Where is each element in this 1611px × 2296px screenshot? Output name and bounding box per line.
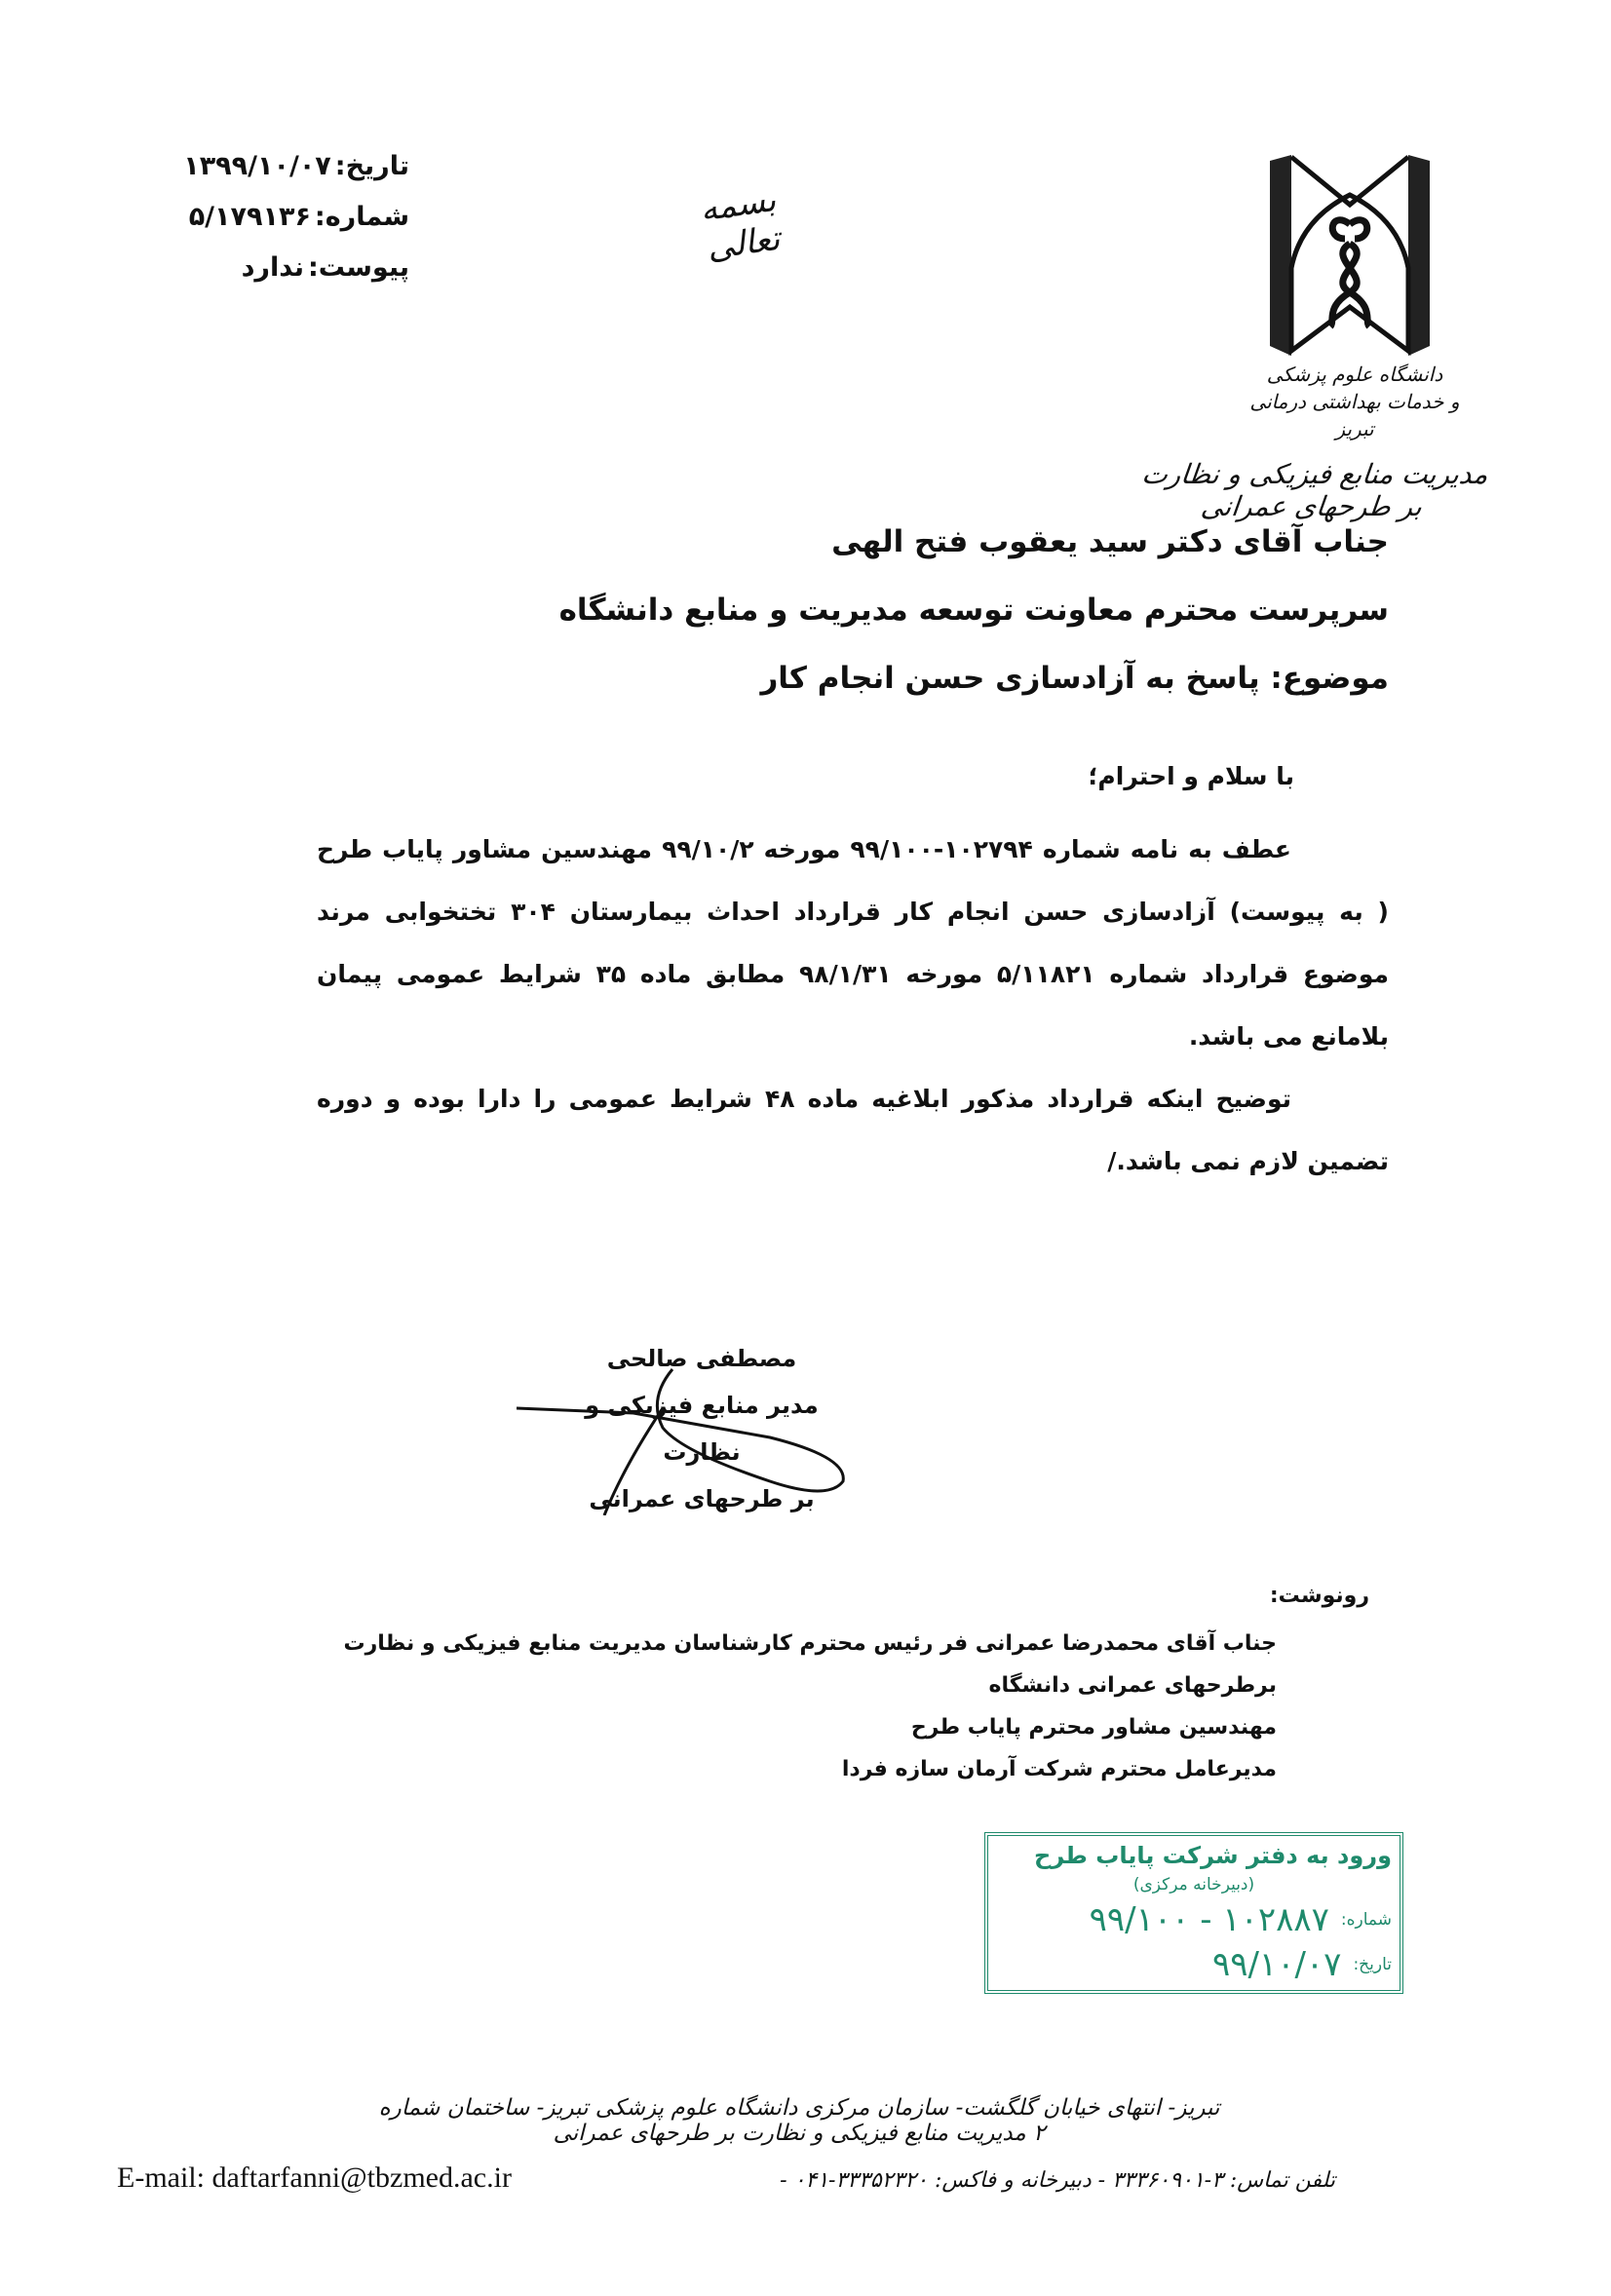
date-label: تاریخ: (334, 151, 409, 181)
stamp-subtitle: (دبیرخانه مرکزی) (1132, 1875, 1255, 1894)
handwritten-signature-icon (517, 1359, 867, 1515)
footer-email: E-mail: daftarfanni@tbzmed.ac.ir (117, 2162, 512, 2194)
logo-caption-line: دانشگاه علوم پزشکی (1266, 363, 1443, 386)
signer-title: مدیر منابع فیزیکی و نظارت (585, 1392, 819, 1466)
recipient-position: سرپرست محترم معاونت توسعه مدیریت و منابع دانشگاه (558, 593, 1389, 628)
cc-list (302, 1623, 1277, 1790)
greeting: با سلام و احترام؛ (1088, 762, 1294, 790)
signer-title: بر طرحهای عمرانی (589, 1485, 815, 1512)
body-paragraph: عطف به نامه شماره ۱۰۲۷۹۴-۹۹/۱۰۰ مورخه ۹۹/۱۰/۲ مهندسین مشاور پایاب طرح ( به پیوست) آزادسازی حسن انجام کار قرارداد احداث بیمارستان ۳۰۴ تختخوابی مرند موضوع قرارداد شماره ۵/۱۱۸۲۱ مورخه ۹۸/۱/۳۱ مطابق ماده ۳۵ شرایط عمومی پیمان بلامانع می باشد. (317, 835, 1389, 1051)
attachment-row (195, 243, 409, 293)
basmala-heading: بسمه تعالی (697, 179, 783, 268)
letter-body (317, 819, 1389, 1193)
footer-contact (117, 2162, 1335, 2195)
body-paragraph: توضیح اینکه قرارداد مذکور ابلاغیه ماده ۴۸ شرایط عمومی را دارا بوده و دوره تضمین لازم نمی باشد./ (317, 1085, 1389, 1175)
stamp-date-label: تاریخ: (1353, 1955, 1392, 1974)
date-value: ۱۳۹۹/۱۰/۰۷ (183, 151, 331, 181)
logo-caption (1228, 361, 1481, 442)
number-label: شماره: (314, 202, 409, 232)
cc-label: رونوشت: (1269, 1584, 1369, 1608)
date-row (183, 141, 409, 192)
cc-item: جناب آقای محمدرضا عمرانی فر رئیس محترم کارشناسان مدیریت منابع فیزیکی و نظارت برطرحهای عمرانی دانشگاه (343, 1631, 1277, 1698)
number-row (188, 192, 409, 243)
letter-meta (183, 141, 409, 293)
stamp-date-value: ۹۹/۱۰/۰۷ (1211, 1945, 1342, 1984)
footer-address: تبریز- انتهای خیابان گلگشت- سازمان مرکزی دانشگاه علوم پزشکی تبریز- ساختمان شماره ۲ مدیریت منابع فیزیکی و نظارت بر طرحهای عمرانی (378, 2095, 1220, 2146)
number-value: ۵/۱۷۹۱۳۶ (188, 202, 311, 232)
cc-item: مهندسین مشاور محترم پایاب طرح (910, 1715, 1277, 1740)
cc-item: مدیرعامل محترم شرکت آرمان سازه فردا (841, 1757, 1277, 1781)
footer-phones: تلفن تماس: ۳-۳۳۳۶۰۹۰۱ - دبیرخانه و فاکس: ۳۳۳۵۲۳۲۰-۰۴۱ - (780, 2168, 1335, 2193)
signer-name: مصطفی صالحی (606, 1345, 797, 1372)
stamp-number-row (996, 1898, 1392, 1941)
stamp-title: ورود به دفتر شرکت پایاب طرح (1034, 1842, 1392, 1869)
stamp-number-label: شماره: (1340, 1910, 1392, 1930)
receipt-stamp (984, 1832, 1403, 1994)
recipient: جناب آقای دکتر سید یعقوب فتح الهی (831, 524, 1389, 559)
university-logo-icon (1262, 151, 1438, 361)
department-name: مدیریت منابع فیزیکی و نظارت بر طرحهای عمرانی (1139, 458, 1490, 522)
stamp-number-value: ۱۰۲۸۸۷ - ۹۹/۱۰۰ (1089, 1900, 1329, 1939)
logo-caption-line: و خدمات بهداشتی درمانی تبریز (1249, 390, 1460, 440)
subject: موضوع: پاسخ به آزادسازی حسن انجام کار (760, 661, 1389, 696)
attachment-label: پیوست: (307, 252, 409, 283)
stamp-date-row (996, 1943, 1392, 1986)
attachment-value: ندارد (241, 252, 304, 283)
